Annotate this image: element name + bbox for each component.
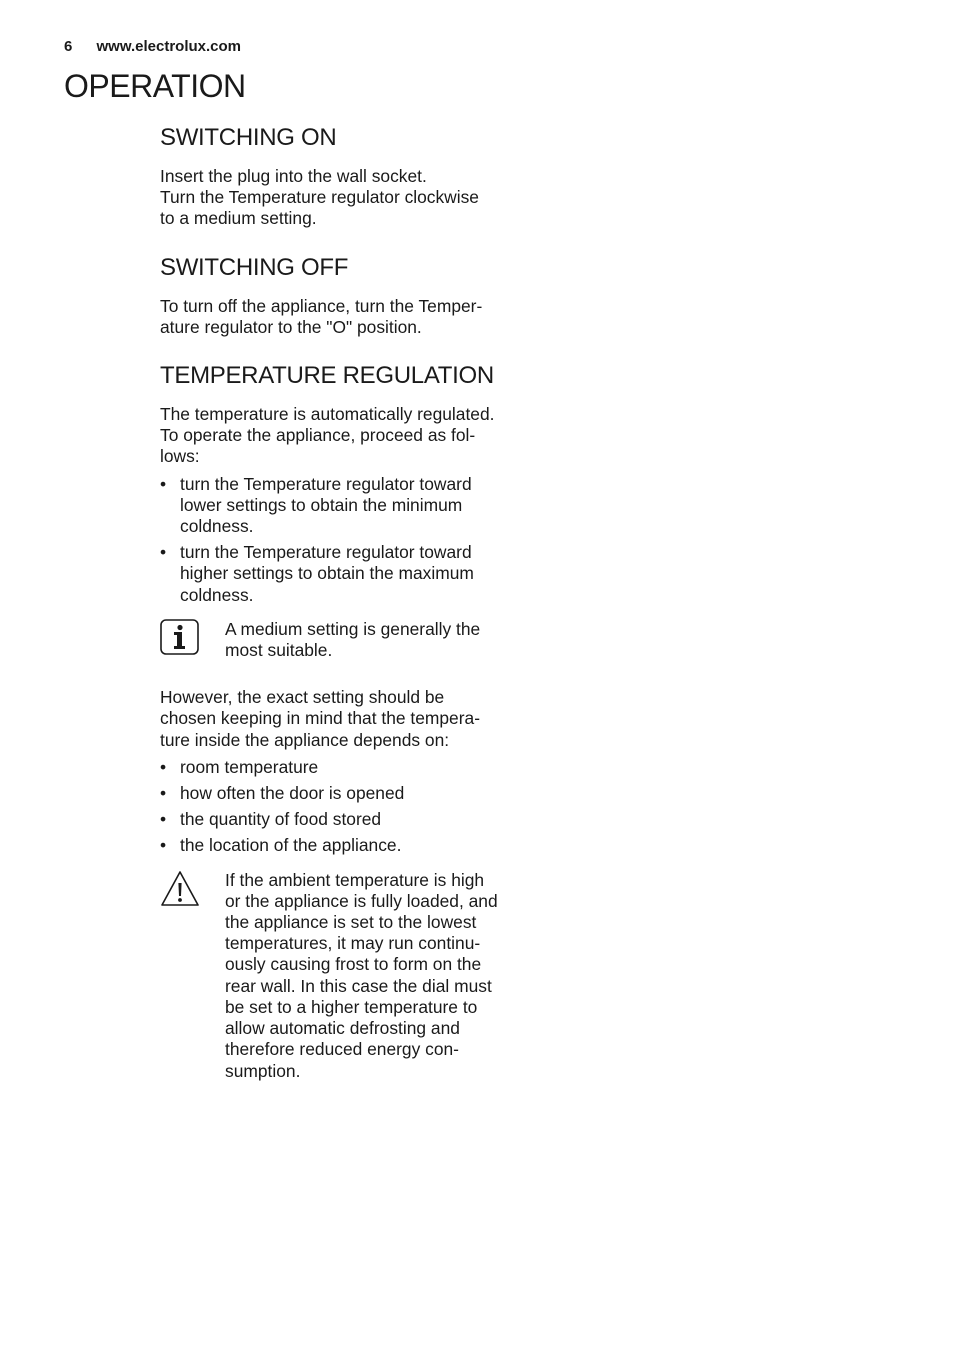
- temperature-regulation-heading: TEMPERATURE REGULATION: [160, 362, 494, 390]
- text-line: temperatures, it may run continu-: [225, 933, 481, 954]
- info-note: [160, 619, 520, 661]
- info-icon: [160, 619, 200, 660]
- factors-list: [160, 757, 520, 857]
- text-line: The temperature is automatically regulated.: [160, 404, 495, 425]
- text-line: rear wall. In this case the dial must: [225, 975, 492, 996]
- text-line: ature regulator to the "O" position.: [160, 316, 422, 337]
- however-text: [160, 687, 520, 751]
- text-line: ously causing frost to form on the: [225, 954, 482, 975]
- text-line: To turn off the appliance, turn the Temper-: [160, 295, 483, 316]
- text-line: lower settings to obtain the minimum: [180, 494, 463, 515]
- regulation-steps-list: [160, 474, 520, 606]
- text-line: be set to a higher temperature to: [225, 996, 478, 1017]
- website-url[interactable]: www.electrolux.com: [96, 38, 242, 55]
- text-line: or the appliance is fully loaded, and: [225, 890, 498, 911]
- switching-off-text: [160, 296, 520, 338]
- text-line: turn the Temperature regulator toward: [180, 542, 472, 563]
- text-line: the appliance is set to the lowest: [225, 912, 477, 933]
- list-item: • the location of the appliance.: [160, 835, 520, 856]
- text-line: sumption.: [225, 1060, 301, 1081]
- list-item: • the quantity of food stored: [160, 809, 520, 830]
- text-line: to a medium setting.: [160, 208, 317, 229]
- text-line: lows:: [160, 446, 200, 467]
- list-item: [160, 474, 520, 538]
- temperature-regulation-section: [160, 362, 520, 1082]
- text-line: chosen keeping in mind that the tempera-: [160, 708, 480, 729]
- text-line: coldness.: [180, 516, 254, 537]
- warning-icon: [160, 870, 200, 913]
- text-line: allow automatic defrosting and: [225, 1018, 460, 1039]
- warning-note: [160, 870, 520, 1082]
- text-line: higher settings to obtain the maximum: [180, 563, 474, 584]
- switching-off-section: [160, 254, 520, 338]
- list-item: • room temperature: [160, 757, 520, 778]
- switching-off-heading: SWITCHING OFF: [160, 253, 349, 281]
- text-line: A medium setting is generally the: [225, 618, 481, 639]
- main-content: [160, 124, 520, 1106]
- text-line: coldness.: [180, 584, 254, 605]
- warning-note-text: [225, 870, 520, 1082]
- text-line: To operate the appliance, proceed as fol-: [160, 425, 476, 446]
- list-item: [160, 542, 520, 606]
- list-item: • how often the door is opened: [160, 783, 520, 804]
- switching-on-section: [160, 124, 520, 230]
- text-line: If the ambient temperature is high: [225, 869, 485, 890]
- text-line: Turn the Temperature regulator clockwise: [160, 187, 479, 208]
- text-line: However, the exact setting should be: [160, 687, 445, 708]
- switching-on-heading: SWITCHING ON: [160, 124, 337, 151]
- info-note-text: [225, 619, 520, 661]
- text-line: turn the Temperature regulator toward: [180, 473, 472, 494]
- text-line: Insert the plug into the wall socket.: [160, 166, 427, 186]
- text-line: most suitable.: [225, 640, 333, 661]
- page-header: [64, 38, 241, 55]
- text-line: ture inside the appliance depends on:: [160, 729, 450, 750]
- page-title: OPERATION: [64, 68, 246, 104]
- page-number: 6: [64, 38, 73, 55]
- text-line: therefore reduced energy con-: [225, 1039, 459, 1060]
- switching-on-text: [160, 166, 520, 230]
- temperature-regulation-intro: [160, 404, 520, 468]
